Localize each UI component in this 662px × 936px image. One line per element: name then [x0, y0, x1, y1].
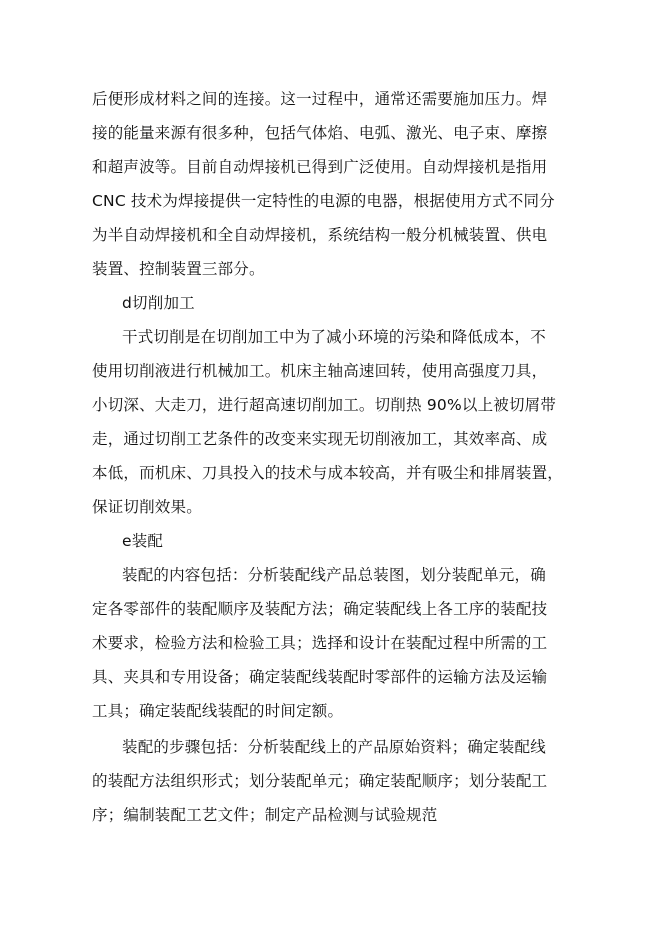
- text-line: 序；编制装配工艺文件；制定产品检测与试验规范: [92, 806, 438, 824]
- paragraph-assembly-content: [92, 558, 590, 728]
- text-line: 为半自动焊接机和全自动焊接机，系统结构一般分机械装置、供电: [92, 226, 548, 244]
- text-line: 的装配方法组织形式；划分装配单元；确定装配顺序；划分装配工: [92, 772, 548, 790]
- text-line: 和超声波等。目前自动焊接机已得到广泛使用。自动焊接机是指用: [92, 158, 548, 176]
- section-heading-cutting: d切削加工: [122, 294, 195, 312]
- text-line: 具、夹具和专用设备；确定装配线装配时零部件的运输方法及运输: [92, 668, 548, 686]
- text-line: CNC 技术为焊接提供一定特性的电源的电器，根据使用方式不同分: [92, 192, 555, 210]
- text-line: 接的能量来源有很多种，包括气体焰、电弧、激光、电子束、摩擦: [92, 124, 548, 142]
- text-line: 装配的内容包括：分析装配线产品总装图，划分装配单元，确: [122, 566, 546, 584]
- text-line: 装置、控制装置三部分。: [92, 260, 265, 278]
- section-heading-assembly: e装配: [122, 532, 164, 550]
- text-line: 工具；确定装配线装配的时间定额。: [92, 702, 344, 720]
- document-body: [92, 82, 590, 832]
- paragraph-assembly-steps: [92, 730, 590, 832]
- text-line: 小切深、大走刀，进行超高速切削加工。切削热 90%以上被切屑带: [92, 396, 557, 414]
- text-line: 使用切削液进行机械加工。机床主轴高速回转，使用高强度刀具，: [92, 362, 548, 380]
- paragraph-dry-cutting: [92, 320, 590, 524]
- text-line: 本低，而机床、刀具投入的技术与成本较高，并有吸尘和排屑装置，: [92, 464, 564, 482]
- text-line: 术要求，检验方法和检验工具；选择和设计在装配过程中所需的工: [92, 634, 548, 652]
- text-line: 走，通过切削工艺条件的改变来实现无切削液加工，其效率高、成: [92, 430, 548, 448]
- text-line: 干式切削是在切削加工中为了减小环境的污染和降低成本，不: [122, 328, 546, 346]
- text-line: 后便形成材料之间的连接。这一过程中，通常还需要施加压力。焊: [92, 90, 548, 108]
- text-line: 定各零部件的装配顺序及装配方法；确定装配线上各工序的装配技: [92, 600, 548, 618]
- paragraph-welding-continued: [92, 82, 590, 286]
- text-line: 装配的步骤包括：分析装配线上的产品原始资料；确定装配线: [122, 738, 546, 756]
- text-line: 保证切削效果。: [92, 498, 202, 516]
